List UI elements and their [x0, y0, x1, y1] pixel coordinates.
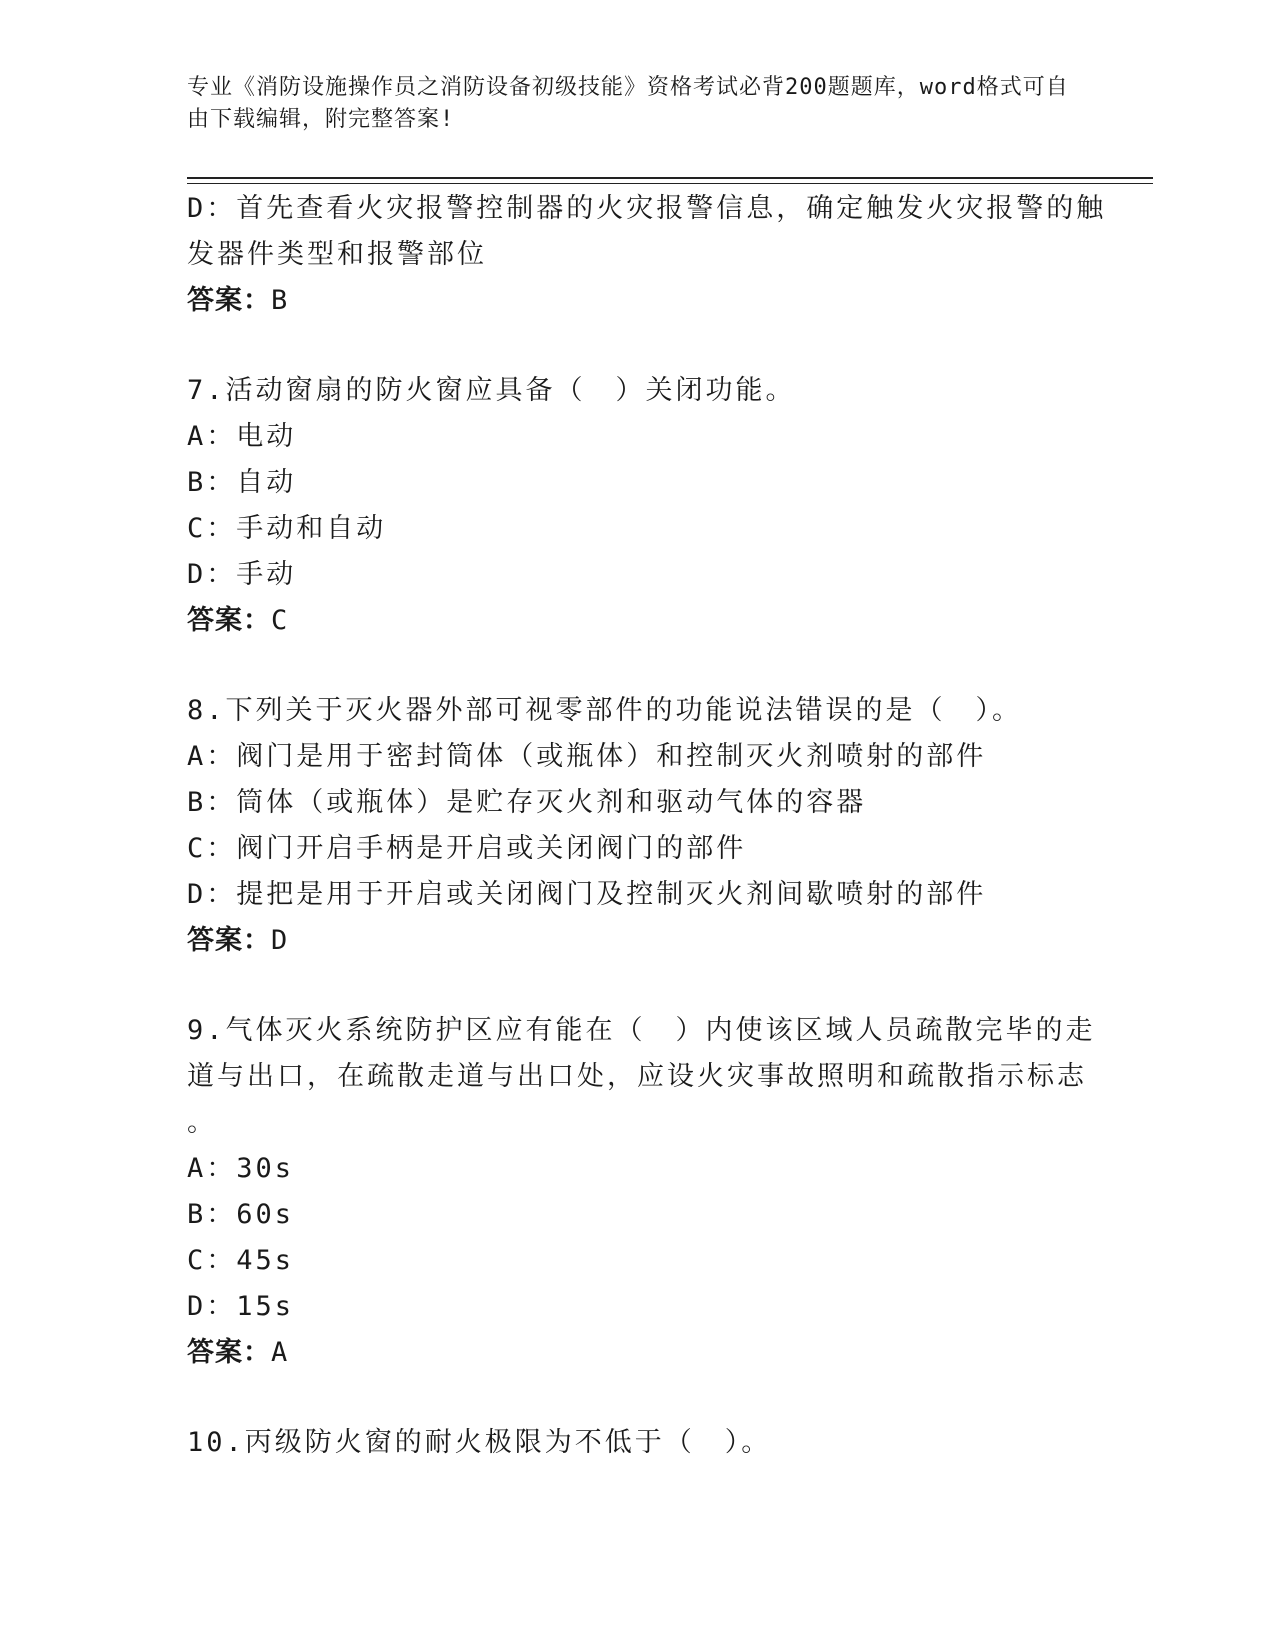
question-stem: 8.下列关于灭火器外部可视零部件的功能说法错误的是（ ）。 — [187, 695, 1023, 726]
option-d: D：15s — [187, 1291, 295, 1322]
question-9 — [187, 1008, 1096, 1376]
header-divider-thin — [187, 183, 1153, 184]
option-d: D：提把是用于开启或关闭阀门及控制灭火剂间歇喷射的部件 — [187, 879, 987, 910]
answer-value: D — [271, 925, 289, 956]
option-c: C：45s — [187, 1245, 295, 1276]
question-stem-line-1: 9.气体灭火系统防护区应有能在（ ）内使该区域人员疏散完毕的走 — [187, 1015, 1096, 1046]
option-a: A：电动 — [187, 421, 297, 452]
option-b: B：自动 — [187, 467, 297, 498]
answer-label: 答案： — [187, 925, 271, 956]
option-c: C：手动和自动 — [187, 513, 387, 544]
header-title: 专业《消防设施操作员之消防设备初级技能》资格考试必背200题题库，word格式可自由下载编辑，附完整答案! — [187, 75, 1069, 132]
option-d-continued: 发器件类型和报警部位 — [187, 239, 487, 270]
option-d: D：首先查看火灾报警控制器的火灾报警信息，确定触发火灾报警的触 — [187, 193, 1107, 224]
answer-line — [187, 598, 1087, 644]
answer-label: 答案： — [187, 605, 271, 636]
option-b: B：筒体（或瓶体）是贮存灭火剂和驱动气体的容器 — [187, 787, 867, 818]
answer-value: A — [271, 1337, 289, 1368]
answer-value: B — [271, 285, 289, 316]
answer-label: 答案： — [187, 285, 271, 316]
option-a: A：30s — [187, 1153, 295, 1184]
answer-line — [187, 1330, 1087, 1376]
option-b: B：60s — [187, 1199, 295, 1230]
question-stem-line-3: 。 — [187, 1107, 217, 1138]
answer-line — [187, 278, 1087, 324]
question-8 — [187, 688, 1087, 964]
answer-line — [187, 918, 1087, 964]
header-divider-thick — [187, 177, 1153, 179]
document-header — [187, 72, 1087, 136]
question-stem: 7.活动窗扇的防火窗应具备（ ）关闭功能。 — [187, 375, 796, 406]
option-d: D：手动 — [187, 559, 297, 590]
option-a: A：阀门是用于密封筒体（或瓶体）和控制灭火剂喷射的部件 — [187, 741, 987, 772]
question-list — [187, 186, 1107, 1466]
question-7 — [187, 368, 1087, 644]
partial-question — [187, 186, 1107, 324]
answer-label: 答案： — [187, 1337, 271, 1368]
question-stem: 10.丙级防火窗的耐火极限为不低于（ ）。 — [187, 1427, 772, 1458]
question-10 — [187, 1420, 1087, 1466]
answer-value: C — [271, 605, 289, 636]
question-stem-line-2: 道与出口，在疏散走道与出口处，应设火灾事故照明和疏散指示标志 — [187, 1061, 1087, 1092]
option-c: C：阀门开启手柄是开启或关闭阀门的部件 — [187, 833, 747, 864]
